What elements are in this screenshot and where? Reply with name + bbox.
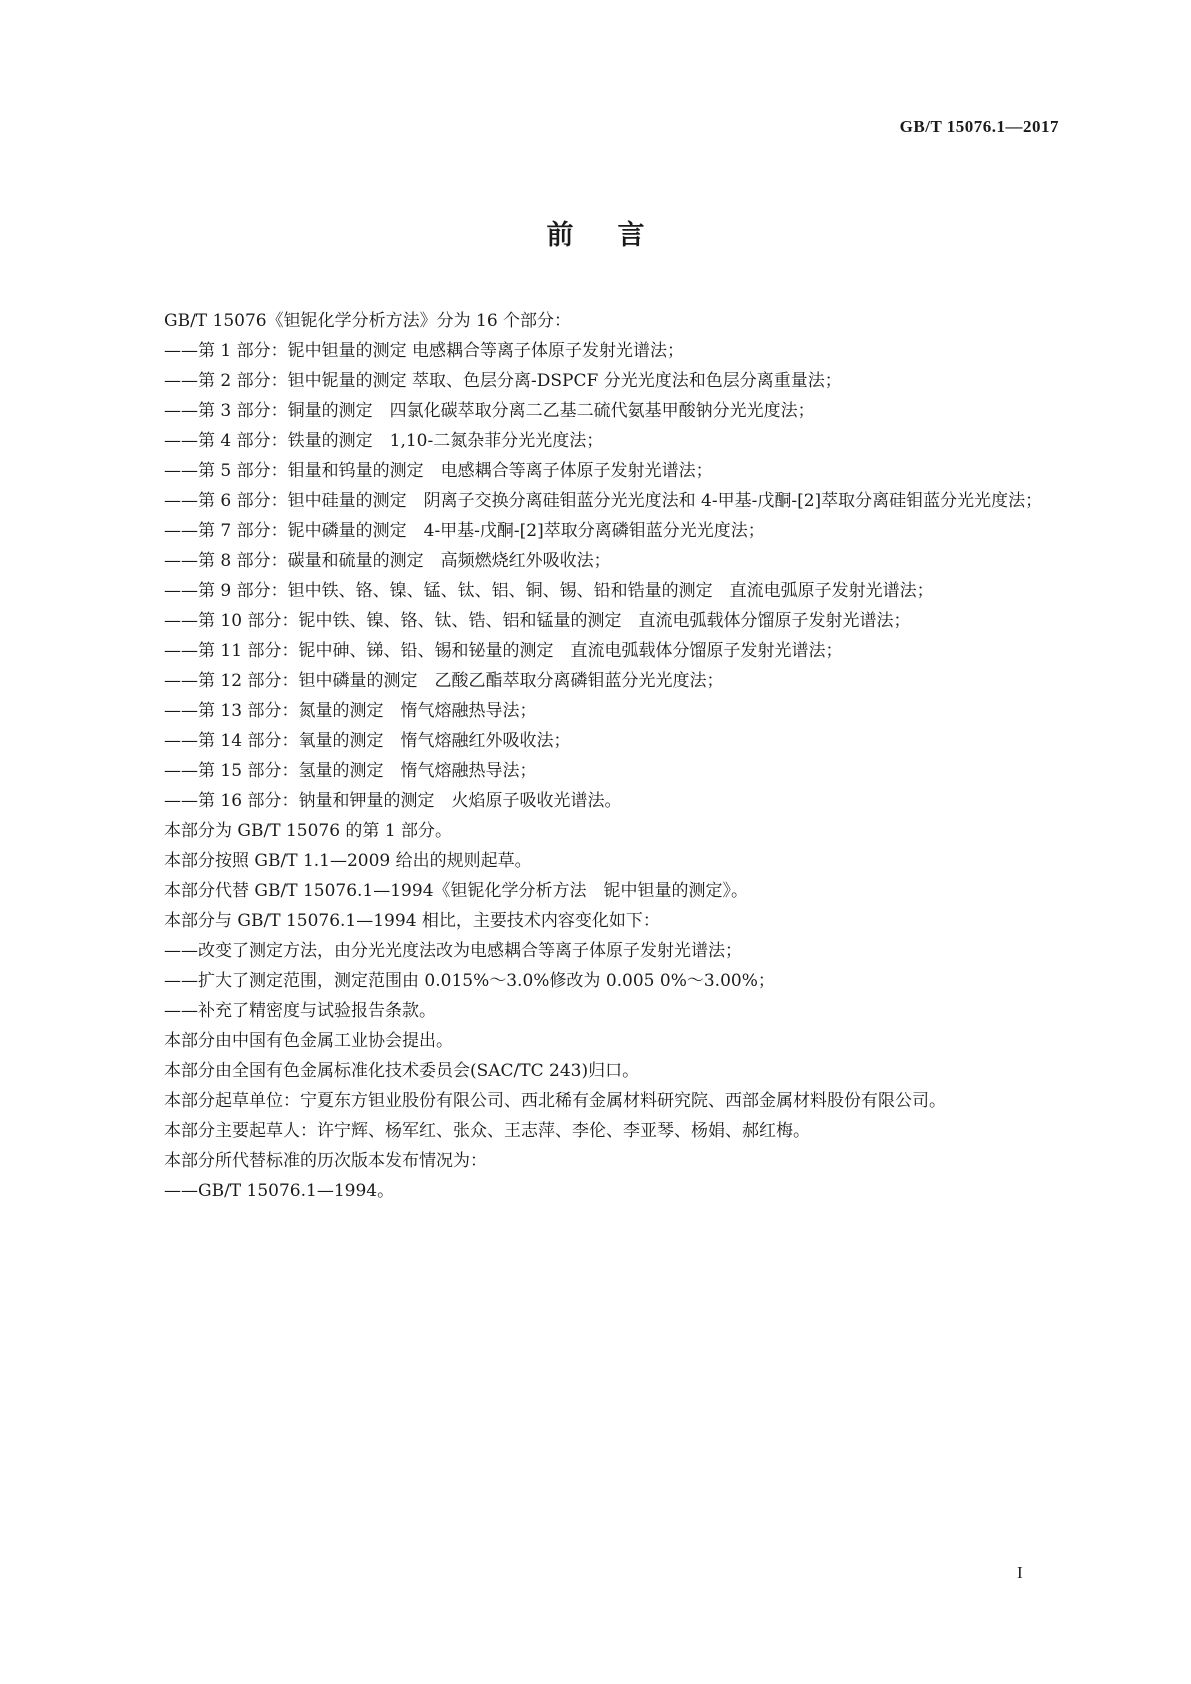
page-title: 前言 <box>546 220 689 251</box>
proposed-by-paragraph: 本部分由中国有色金属工业协会提出。 <box>164 1031 453 1051</box>
statement-paragraph: 本部分按照 GB/T 1.1—2009 给出的规则起草。 <box>164 851 532 871</box>
list-item: ——第 2 部分：钽中铌量的测定 萃取、色层分离-DSPCF 分光光度法和色层分离重量法； <box>164 371 842 391</box>
list-item: ——第 4 部分：铁量的测定 1,10-二氮杂菲分光光度法； <box>164 431 604 451</box>
list-item: ——第 13 部分：氮量的测定 惰气熔融热导法； <box>164 701 537 721</box>
list-item: ——第 8 部分：碳量和硫量的测定 高频燃烧红外吸收法； <box>164 551 611 571</box>
list-item: ——第 5 部分：钼量和钨量的测定 电感耦合等离子体原子发射光谱法； <box>164 461 713 481</box>
standard-code: GB/T 15076.1—2017 <box>899 117 1059 136</box>
change-item: ——扩大了测定范围，测定范围由 0.015%～3.0%修改为 0.005 0%～3.00%； <box>164 971 775 991</box>
list-item: ——第 14 部分：氧量的测定 惰气熔融红外吸收法； <box>164 731 571 751</box>
intro-paragraph: GB/T 15076《钽铌化学分析方法》分为 16 个部分： <box>164 311 572 331</box>
statement-paragraph: 本部分代替 GB/T 15076.1—1994《钽铌化学分析方法 铌中钽量的测定》。 <box>164 881 749 901</box>
page-number: I <box>1017 1563 1023 1582</box>
list-item: ——第 6 部分：钽中硅量的测定 阴离子交换分离硅钼蓝分光光度法和 4-甲基-戊酮-[2]萃取分离硅钼蓝分光光度法； <box>164 491 1043 511</box>
list-item: ——第 11 部分：铌中砷、锑、铅、锡和铋量的测定 直流电弧载体分馏原子发射光谱法； <box>164 641 843 661</box>
foreword-body <box>129 306 1069 1206</box>
list-item: ——第 9 部分：钽中铁、铬、镍、锰、钛、铝、铜、锡、铅和锆量的测定 直流电弧原子发射光谱法； <box>164 581 934 601</box>
drafters-paragraph: 本部分主要起草人：许宁辉、杨军红、张众、王志萍、李伦、李亚琴、杨娟、郝红梅。 <box>164 1121 810 1141</box>
list-item: ——第 7 部分：铌中磷量的测定 4-甲基-戊酮-[2]萃取分离磷钼蓝分光光度法； <box>164 521 765 541</box>
statement-paragraph: 本部分为 GB/T 15076 的第 1 部分。 <box>164 821 453 841</box>
statement-paragraph: 本部分与 GB/T 15076.1—1994 相比，主要技术内容变化如下： <box>164 911 660 931</box>
centralized-by-paragraph: 本部分由全国有色金属标准化技术委员会(SAC/TC 243)归口。 <box>164 1061 640 1081</box>
history-intro-paragraph: 本部分所代替标准的历次版本发布情况为： <box>164 1151 487 1171</box>
list-item: ——第 15 部分：氢量的测定 惰气熔融热导法； <box>164 761 537 781</box>
list-item: ——第 12 部分：钽中磷量的测定 乙酸乙酯萃取分离磷钼蓝分光光度法； <box>164 671 724 691</box>
drafting-units-paragraph: 本部分起草单位：宁夏东方钽业股份有限公司、西北稀有金属材料研究院、西部金属材料股份有限公司。 <box>164 1091 946 1111</box>
list-item: ——第 1 部分：铌中钽量的测定 电感耦合等离子体原子发射光谱法； <box>164 341 685 361</box>
list-item: ——第 10 部分：铌中铁、镍、铬、钛、锆、铝和锰量的测定 直流电弧载体分馏原子发射光谱法； <box>164 611 911 631</box>
list-item: ——第 16 部分：钠量和钾量的测定 火焰原子吸收光谱法。 <box>164 791 622 811</box>
history-item: ——GB/T 15076.1—1994。 <box>164 1181 395 1201</box>
change-item: ——改变了测定方法，由分光光度法改为电感耦合等离子体原子发射光谱法； <box>164 941 742 961</box>
list-item: ——第 3 部分：铜量的测定 四氯化碳萃取分离二乙基二硫代氨基甲酸钠分光光度法； <box>164 401 815 421</box>
change-item: ——补充了精密度与试验报告条款。 <box>164 1001 436 1021</box>
